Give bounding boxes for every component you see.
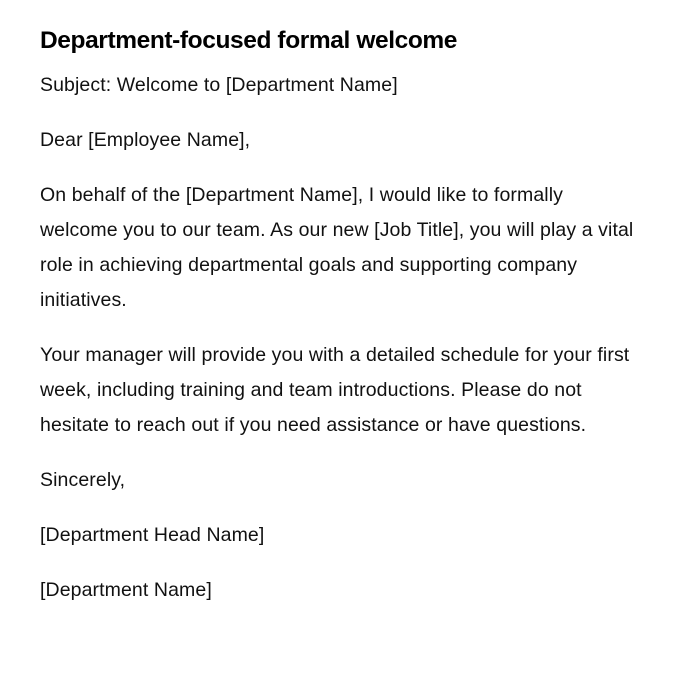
body-paragraph-schedule: Your manager will provide you with a detailed schedule for your first week, including training and team introductions. Please do not hesitate to reach out if you need assistance or have questions. xyxy=(40,344,630,436)
subject-line: Subject: Welcome to [Department Name] xyxy=(40,74,398,96)
salutation: Dear [Employee Name], xyxy=(40,129,251,151)
signature-department: [Department Name] xyxy=(40,579,212,601)
signature-name: [Department Head Name] xyxy=(40,524,265,546)
closing: Sincerely, xyxy=(40,469,126,491)
document-title: Department-focused formal welcome xyxy=(40,27,458,54)
body-paragraph-welcome: On behalf of the [Department Name], I would like to formally welcome you to our team. As our new [Job Title], you will play a vital role in achieving departmental goals and supporting company initiatives. xyxy=(40,184,634,311)
